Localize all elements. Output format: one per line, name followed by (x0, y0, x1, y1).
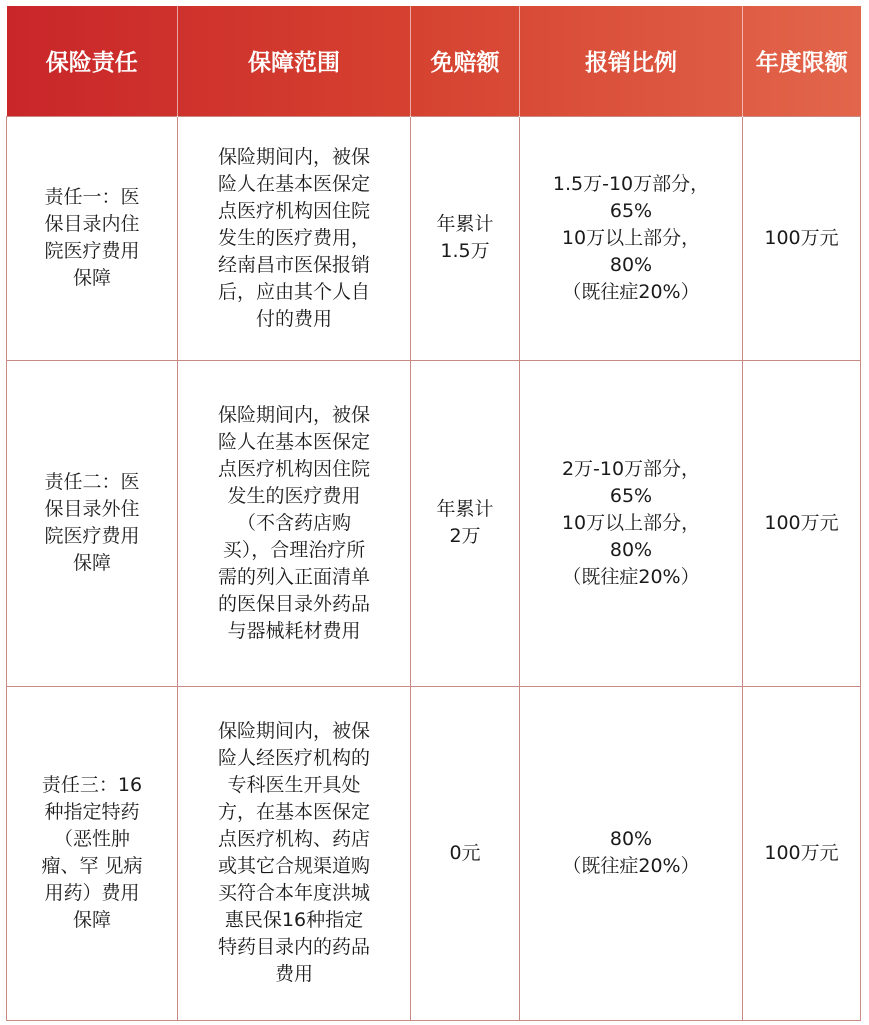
cell-line: 10万以上部分， (561, 226, 701, 249)
cell-line: 65% (609, 484, 653, 507)
cell-line: 65% (609, 199, 653, 222)
cell-line: 1.5万-10万部分， (552, 172, 710, 195)
cell-line: 责任三：16 (41, 774, 143, 796)
cell-line: 险人在基本医保定 (217, 172, 370, 195)
cell-line: 特药目录内的药品 (217, 936, 370, 958)
cell-line: 点医疗机构因住院 (217, 457, 370, 480)
cell-line: 经南昌市医保报销 (217, 253, 370, 276)
cell-line: 用药）费用 (44, 882, 140, 904)
cell-line: 80% (609, 538, 653, 561)
cell-line: 2万-10万部分， (561, 457, 701, 480)
cell-line: 0元 (449, 841, 481, 864)
table-header-row (7, 6, 861, 116)
cell-line: 院医疗费用 (44, 525, 140, 547)
cell-line: 80% (609, 253, 653, 276)
table-row (7, 360, 861, 686)
cell-line: 保障 (72, 909, 111, 931)
cell-line: 2万 (449, 525, 481, 547)
cell-line: （既往症20%） (562, 280, 700, 303)
cell-line: 保目录内住 (44, 213, 140, 235)
coverage-table (6, 6, 861, 1021)
header-responsibility: 保险责任 (7, 6, 178, 116)
header-coverage: 保障范围 (178, 6, 411, 116)
cell-line: 方，在基本医保定 (217, 801, 370, 823)
cell-ratio (520, 116, 743, 360)
cell-line: 院医疗费用 (44, 240, 140, 262)
cell-line: 后，应由其个人自 (217, 280, 370, 303)
cell-line: 年累计 (436, 213, 494, 235)
cell-line: 买），合理治疗所 (222, 538, 366, 561)
table-row (7, 116, 861, 360)
cell-line: 责任二：医 (44, 471, 140, 493)
cell-line: 惠民保16种指定 (224, 909, 364, 931)
cell-line: 80% (609, 828, 653, 850)
cell-line: 需的列入正面清单 (217, 565, 370, 588)
cell-responsibility (7, 360, 178, 686)
cell-line: 瘤、罕 见病 (41, 855, 143, 877)
cell-limit: 100万元 (743, 116, 861, 360)
coverage-table-container (6, 6, 861, 1021)
table-row (7, 686, 861, 1020)
cell-coverage (178, 116, 411, 360)
cell-deductible (411, 116, 520, 360)
cell-line: 年累计 (436, 498, 494, 520)
cell-limit: 100万元 (743, 686, 861, 1020)
cell-line: 保险期间内，被保 (217, 720, 370, 742)
cell-line: 费用 (274, 963, 313, 985)
cell-line: 险人在基本医保定 (217, 430, 370, 453)
header-deductible: 免赔额 (411, 6, 520, 116)
cell-line: 付的费用 (255, 307, 332, 330)
cell-line: 1.5万 (440, 240, 490, 262)
cell-line: 与器械耗材费用 (227, 619, 361, 642)
cell-responsibility (7, 686, 178, 1020)
cell-line: 点医疗机构因住院 (217, 199, 370, 222)
cell-line: 保险期间内，被保 (217, 145, 370, 168)
cell-line: （既往症20%） (562, 565, 700, 588)
cell-line: 保障 (72, 267, 111, 289)
cell-line: 责任一：医 (44, 186, 140, 208)
cell-line: 10万以上部分， (561, 511, 701, 534)
cell-line: 的医保目录外药品 (217, 592, 370, 615)
cell-deductible (411, 686, 520, 1020)
cell-line: 点医疗机构、药店 (217, 828, 370, 850)
header-ratio: 报销比例 (520, 6, 743, 116)
cell-deductible (411, 360, 520, 686)
cell-line: 买符合本年度洪城 (217, 882, 370, 904)
header-limit: 年度限额 (755, 50, 848, 77)
cell-line: 专科医生开具处 (227, 774, 361, 796)
cell-line: 保目录外住 (44, 498, 140, 520)
cell-line: 发生的医疗费用 (227, 484, 361, 507)
cell-line: 种指定特药 (44, 801, 140, 823)
cell-ratio (520, 686, 743, 1020)
cell-line: 保障 (72, 552, 111, 574)
cell-responsibility (7, 116, 178, 360)
cell-line: （既往症20%） (562, 855, 700, 877)
cell-line: 或其它合规渠道购 (217, 855, 370, 877)
cell-line: 保险期间内，被保 (217, 403, 370, 426)
cell-limit: 100万元 (743, 360, 861, 686)
cell-coverage (178, 360, 411, 686)
cell-ratio (520, 360, 743, 686)
cell-line: 发生的医疗费用， (217, 226, 370, 249)
cell-coverage (178, 686, 411, 1020)
cell-line: （不含药店购 (236, 511, 351, 534)
cell-line: （恶性肿 (53, 828, 130, 850)
cell-line: 险人经医疗机构的 (217, 747, 370, 769)
